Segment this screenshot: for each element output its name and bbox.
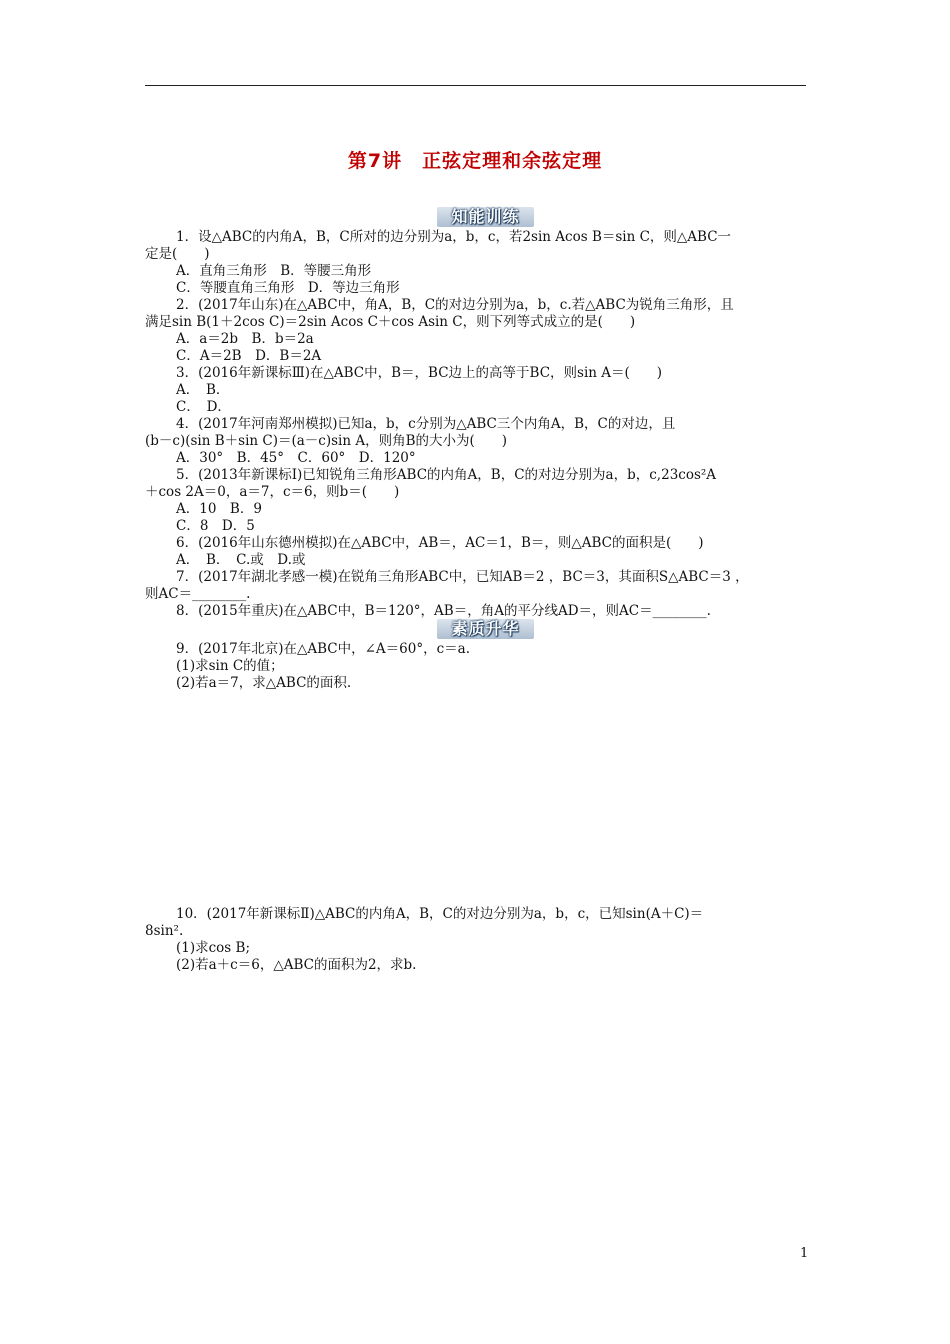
section-banner-training: 知能训练 (437, 207, 534, 227)
option-line: A．30° B．45° C．60° D．120° (176, 450, 416, 466)
question-line: 4．(2017年河南郑州模拟)已知a，b，c分别为△ABC三个内角A，B，C的对边，且 (176, 416, 676, 432)
question-line: ＋cos 2A＝0，a＝7，c＝6，则b＝( ) (145, 484, 400, 500)
question-line: (2)若a＋c＝6，△ABC的面积为2，求b. (176, 957, 417, 973)
option-line: A．直角三角形 B．等腰三角形 (176, 263, 372, 279)
option-line: A．a＝2b B．b＝2a (176, 331, 314, 347)
option-line: A．10 B．9 (176, 501, 262, 517)
option-line: C． D． (176, 399, 231, 415)
question-line: 定是( ) (145, 246, 210, 262)
option-line: C．8 D．5 (176, 518, 255, 534)
question-line: 6．(2016年山东德州模拟)在△ABC中，AB＝，AC＝1，B＝，则△ABC的面积是( ) (176, 535, 704, 551)
question-line: (1)求cos B; (176, 940, 250, 956)
question-line: 7．(2017年湖北孝感一模)在锐角三角形ABC中，已知AB＝2 ，BC＝3，其面积S△ABC＝3 ， (176, 569, 749, 585)
question-line: (2)若a＝7，求△ABC的面积. (176, 675, 352, 691)
option-line: A． B． C.或 D.或 (176, 552, 306, 568)
header-rule (145, 85, 806, 86)
question-line: 3．(2016年新课标Ⅲ)在△ABC中，B＝，BC边上的高等于BC，则sin A＝( ) (176, 365, 663, 381)
question-line: (b－c)(sin B＋sin C)＝(a－c)sin A，则角B的大小为( ) (145, 433, 508, 449)
page-title: 第7讲 正弦定理和余弦定理 (347, 150, 603, 172)
question-line: 8．(2015年重庆)在△ABC中，B＝120°，AB＝，角A的平分线AD＝，则AC＝________. (176, 603, 711, 619)
option-line: C．等腰直角三角形 D．等边三角形 (176, 280, 400, 296)
question-line: 9．(2017年北京)在△ABC中，∠A＝60°，c＝a. (176, 641, 471, 657)
question-line: (1)求sin C的值； (176, 658, 284, 674)
question-line: 满足sin B(1＋2cos C)＝2sin Acos C＋cos Asin C，则下列等式成立的是( ) (145, 314, 636, 330)
question-line: 5．(2013年新课标Ⅰ)已知锐角三角形ABC的内角A，B，C的对边分别为a，b，c,23cos²A (176, 467, 717, 483)
section-banner-quality: 素质升华 (437, 619, 534, 639)
question-line: 则AC＝________. (145, 586, 251, 602)
option-line: A． B． (176, 382, 230, 398)
option-line: C．A＝2B D．B＝2A (176, 348, 322, 364)
page-number: 1 (800, 1246, 809, 1261)
question-line: 8sin². (145, 923, 184, 939)
question-line: 10．(2017年新课标Ⅱ)△ABC的内角A，B，C的对边分别为a，b，c，已知sin(A＋C)＝ (176, 906, 704, 922)
question-line: 1．设△ABC的内角A，B，C所对的边分别为a，b，c，若2sin Acos B＝sin C，则△ABC一 (176, 229, 732, 245)
question-line: 2．(2017年山东)在△ABC中，角A，B，C的对边分别为a，b，c.若△ABC为锐角三角形，且 (176, 297, 734, 313)
